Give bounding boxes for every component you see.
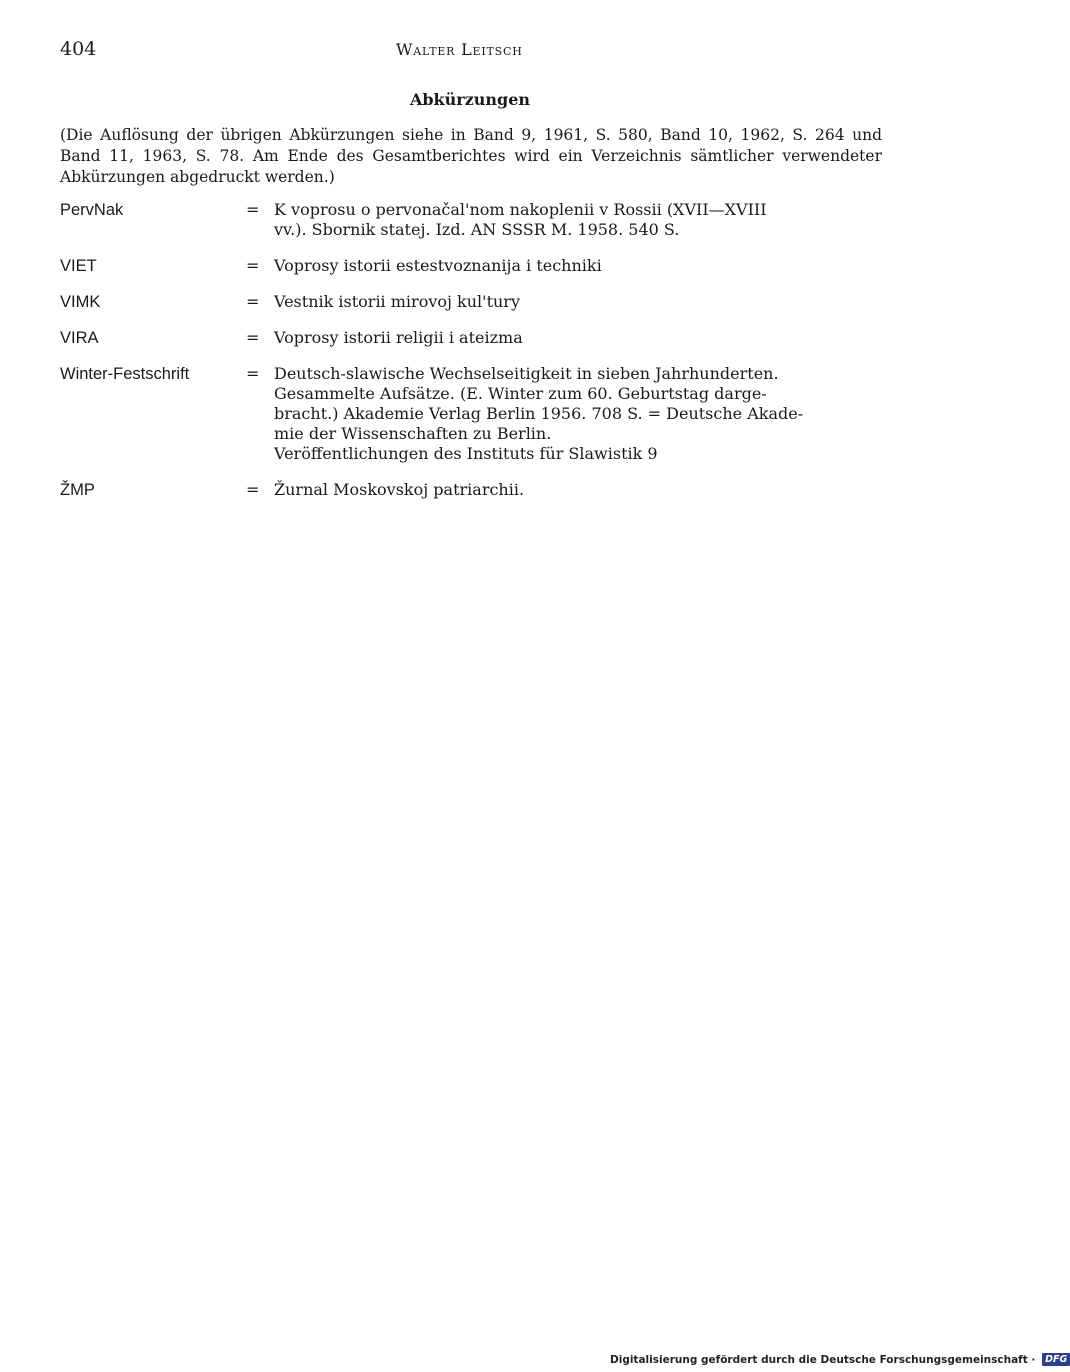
definition-line: K voprosu o pervonačal'nom nakoplenii v Rossii (XVII—XVIII bbox=[274, 200, 767, 219]
page-header bbox=[60, 38, 960, 66]
abbreviation-term: VIRA bbox=[60, 329, 99, 347]
definition-line: bracht.) Akademie Verlag Berlin 1956. 708 S. = Deutsche Akade- bbox=[274, 404, 804, 423]
abbreviation-term: VIMK bbox=[60, 293, 101, 311]
abbreviation-entry bbox=[60, 364, 882, 464]
abbreviation-term: ŽMP bbox=[60, 481, 95, 499]
abbreviation-definition bbox=[274, 292, 882, 312]
definition-line: Žurnal Moskovskoj patriarchii. bbox=[274, 480, 525, 499]
equals-sign: = bbox=[246, 328, 260, 347]
equals-sign: = bbox=[246, 364, 260, 383]
abbreviation-definition bbox=[274, 256, 882, 276]
equals-sign: = bbox=[246, 292, 260, 311]
abbreviation-entry bbox=[60, 480, 882, 500]
equals-sign: = bbox=[246, 256, 260, 275]
definition-line: Deutsch-slawische Wechselseitigkeit in sieben Jahrhunderten. bbox=[274, 364, 779, 383]
definition-line: vv.). Sbornik statej. Izd. AN SSSR M. 1958. 540 S. bbox=[274, 220, 680, 239]
definition-line: Vestnik istorii mirovoj kul'tury bbox=[274, 292, 520, 311]
abbreviation-term: PervNak bbox=[60, 201, 124, 219]
running-head: Walter Leitsch bbox=[396, 40, 523, 59]
page-number: 404 bbox=[60, 38, 97, 60]
abbreviation-definition bbox=[274, 200, 882, 240]
footer-text: Digitalisierung gefördert durch die Deutsche Forschungsgemeinschaft · bbox=[610, 1354, 1036, 1366]
abbreviation-definition bbox=[274, 328, 882, 348]
definition-line: Veröffentlichungen des Instituts für Slawistik 9 bbox=[274, 444, 658, 463]
abbreviation-definition bbox=[274, 480, 882, 500]
equals-sign: = bbox=[246, 200, 260, 219]
section-title: Abkürzungen bbox=[409, 90, 531, 109]
definition-line: Voprosy istorii estestvoznanija i techniki bbox=[274, 256, 602, 275]
abbreviation-list bbox=[60, 200, 882, 516]
abbreviation-entry bbox=[60, 200, 882, 240]
abbreviation-definition bbox=[274, 364, 882, 464]
definition-line: mie der Wissenschaften zu Berlin. bbox=[274, 424, 552, 443]
equals-sign: = bbox=[246, 480, 260, 499]
definition-line: Voprosy istorii religii i ateizma bbox=[274, 328, 523, 347]
abbreviation-term: VIET bbox=[60, 257, 97, 275]
dfg-logo: DFG bbox=[1042, 1353, 1070, 1366]
abbreviation-entry bbox=[60, 328, 882, 348]
abbreviation-term: Winter-Festschrift bbox=[60, 365, 190, 383]
abbreviation-entry bbox=[60, 256, 882, 276]
definition-line: Gesammelte Aufsätze. (E. Winter zum 60. Geburtstag darge- bbox=[274, 384, 767, 403]
digitization-footer bbox=[610, 1353, 1068, 1369]
abbreviation-entry bbox=[60, 292, 882, 312]
intro-paragraph: (Die Auflösung der übrigen Abkürzungen siehe in Band 9, 1961, S. 580, Band 10, 1962, S. 264 und Band 11, 1963, S. 78. Am Ende des Gesamtberichtes wird ein Verzeichnis sämtlicher verwendeter Abkürzungen abgedruckt werden.) bbox=[60, 126, 882, 186]
